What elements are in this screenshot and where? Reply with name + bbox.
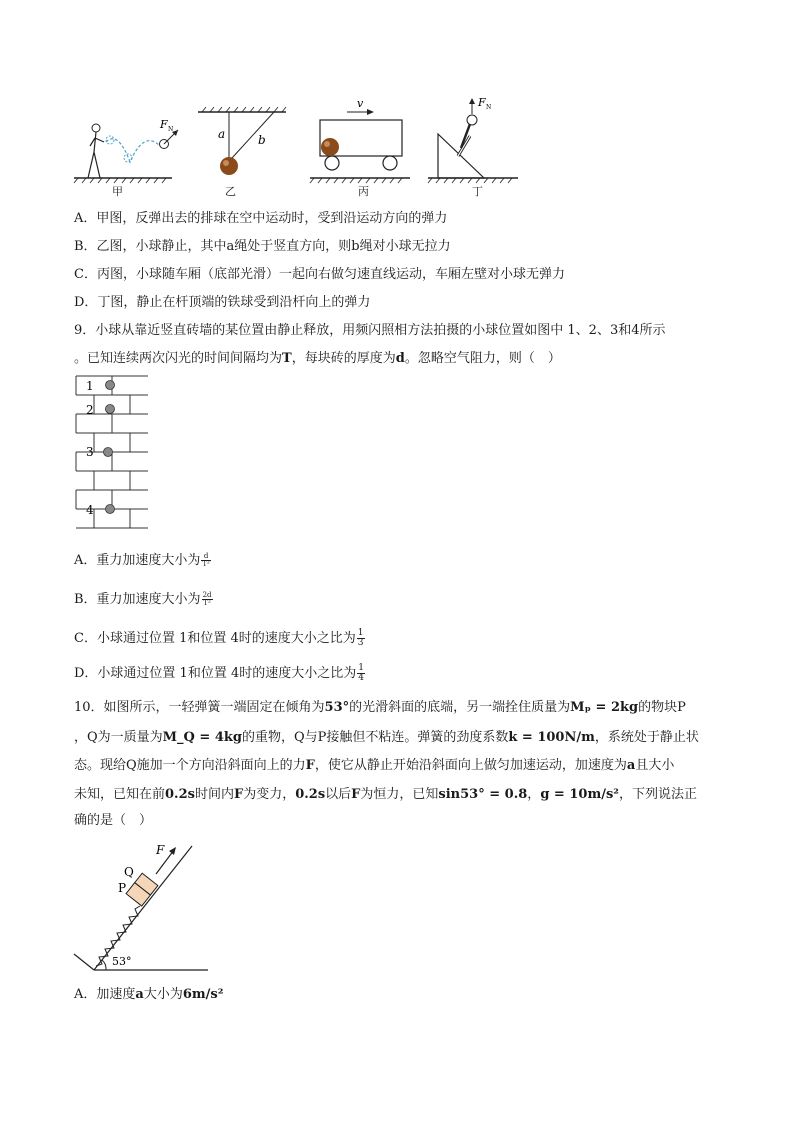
q10-text: ，系统处于静止状: [594, 730, 699, 745]
q9-option-a-fraction: [201, 553, 210, 568]
q10-gravity: g = 10m/s²: [540, 787, 619, 802]
figure-ding: [428, 96, 518, 183]
q10-text: 为变力，: [243, 787, 296, 802]
q10-text: 的光滑斜面的底端，另一端拴住质量为: [349, 700, 571, 715]
label-b: b: [258, 133, 266, 147]
caption-jia: 甲: [112, 185, 123, 198]
q10-symbol-a: a: [626, 758, 636, 773]
label-v: v: [357, 97, 364, 110]
q10-mass-p: Mₚ = 2kg: [570, 700, 639, 715]
caption-bing: 丙: [358, 185, 369, 198]
position-label-3: 3: [86, 445, 94, 459]
ball-markers: [104, 381, 115, 514]
q9-option-b[interactable]: [74, 591, 213, 609]
q9-symbol-d: d: [395, 351, 405, 366]
q10-text: 未知，已知在前: [74, 787, 166, 802]
fn-label-jia: F: [160, 118, 168, 131]
fraction-denominator: 4: [358, 673, 364, 683]
fn-sub-jia: N: [168, 126, 174, 133]
figure-bing: [310, 97, 410, 183]
q10-option-a[interactable]: [74, 986, 223, 1004]
figure-yi: [198, 107, 286, 175]
brick-wall-figure: [72, 372, 152, 540]
q9-stem-text-b: ，每块砖的厚度为: [291, 351, 396, 366]
incline-figure: [72, 838, 214, 974]
q9-option-b-text: B．重力加速度大小为: [74, 592, 201, 607]
q10-spring-constant: k = 100N/m: [508, 730, 595, 745]
figure-jia: [74, 118, 178, 183]
q10-text: 以后: [325, 787, 352, 802]
figures-row: [60, 90, 540, 200]
q9-stem-text-a: 。已知连续两次闪光的时间间隔均为: [74, 351, 283, 366]
q10-text: 态。现给Q施加一个方向沿斜面向上的力: [74, 758, 306, 773]
position-label-4: 4: [86, 503, 94, 517]
fraction-denominator: T²: [202, 560, 210, 568]
block-label-Q: Q: [124, 865, 134, 879]
fn-label-ding: F: [478, 96, 486, 109]
q10-text: ，下列说法正: [618, 787, 697, 802]
q10-option-a-text: A．加速度: [74, 987, 136, 1002]
fraction-denominator: T²: [203, 599, 211, 607]
q9-symbol-T: T: [282, 351, 292, 366]
q8-option-a[interactable]: A．甲图，反弹出去的排球在空中运动时，受到沿运动方向的弹力: [74, 211, 448, 226]
q9-option-d-text: D．小球通过位置 1和位置 4时的速度大小之比为: [74, 666, 357, 681]
caption-ding: 丁: [472, 185, 483, 198]
q9-option-d-fraction: [357, 664, 365, 683]
q9-stem-line1: 9．小球从靠近竖直砖墙的某位置由静止释放，用频闪照相方法拍摄的小球位置如图中 1、2、3和4所示: [74, 323, 666, 338]
q8-option-d[interactable]: D．丁图，静止在杆顶端的铁球受到沿杆向上的弹力: [74, 295, 371, 310]
q10-text: ，: [527, 787, 541, 802]
q9-option-b-fraction: [202, 592, 213, 607]
q10-angle: 53°: [324, 700, 350, 715]
q8-option-b[interactable]: B．乙图，小球静止，其中a绳处于竖直方向，则b绳对小球无拉力: [74, 239, 451, 254]
position-label-1: 1: [86, 379, 94, 393]
q8-option-c[interactable]: C．丙图，小球随车厢（底部光滑）一起向右做匀速直线运动，车厢左壁对小球无弹力: [74, 267, 565, 282]
q10-sin: sin53° = 0.8: [438, 787, 528, 802]
q10-stem-line3: [74, 757, 674, 775]
q10-text: 的重物，Q与P接触但不粘连。弹簧的劲度系数: [241, 730, 509, 745]
q10-option-a-symbol: a: [135, 987, 144, 1002]
q9-option-a-text: A．重力加速度大小为: [74, 553, 201, 568]
q10-time: 0.2s: [295, 787, 326, 802]
q10-text: 时间内: [194, 787, 234, 802]
caption-yi: 乙: [225, 185, 236, 198]
q10-symbol-F: F: [351, 787, 361, 802]
fn-sub-ding: N: [486, 104, 492, 111]
q9-option-c[interactable]: [74, 629, 365, 648]
q9-option-d[interactable]: [74, 664, 365, 683]
q10-text: 的物块P: [638, 700, 686, 715]
q10-text: 10．如图所示，一轻弹簧一端固定在倾角为: [74, 700, 325, 715]
force-label-F: F: [156, 843, 165, 857]
q10-mass-q: M_Q = 4kg: [162, 730, 242, 745]
block-label-P: P: [118, 881, 127, 895]
label-a: a: [218, 127, 226, 141]
fraction-numerator: 1: [357, 628, 364, 638]
q10-stem-line4: [74, 786, 697, 804]
q10-text: 且大小: [635, 758, 675, 773]
q10-time: 0.2s: [165, 787, 195, 802]
fraction-numerator: 1: [358, 663, 364, 673]
q10-option-a-text: 大小为: [143, 987, 183, 1002]
fraction-numerator: d: [201, 553, 210, 561]
q10-stem-line1: [74, 699, 686, 717]
q10-symbol-F: F: [305, 758, 315, 773]
q10-text: ，使它从静止开始沿斜面向上做匀加速运动，加速度为: [314, 758, 627, 773]
angle-label: 53°: [112, 955, 132, 968]
q10-stem-line5: 确的是（ ）: [74, 813, 153, 828]
fraction-numerator: 2d: [202, 591, 212, 599]
fraction-denominator: 3: [357, 638, 364, 648]
q10-text: 为恒力，已知: [360, 787, 439, 802]
q9-stem-text-c: 。忽略空气阻力，则（ ）: [404, 351, 561, 366]
q9-stem-line2: [74, 350, 561, 368]
q9-option-c-fraction: [357, 629, 365, 648]
q10-symbol-F: F: [233, 787, 244, 802]
q10-option-a-value: 6m/s²: [182, 987, 224, 1002]
position-label-2: 2: [86, 403, 94, 417]
q10-text: ，Q为一质量为: [74, 730, 163, 745]
q9-option-c-text: C．小球通过位置 1和位置 4时的速度大小之比为: [74, 631, 356, 646]
q9-option-a[interactable]: [74, 552, 211, 570]
q10-stem-line2: [74, 729, 699, 747]
